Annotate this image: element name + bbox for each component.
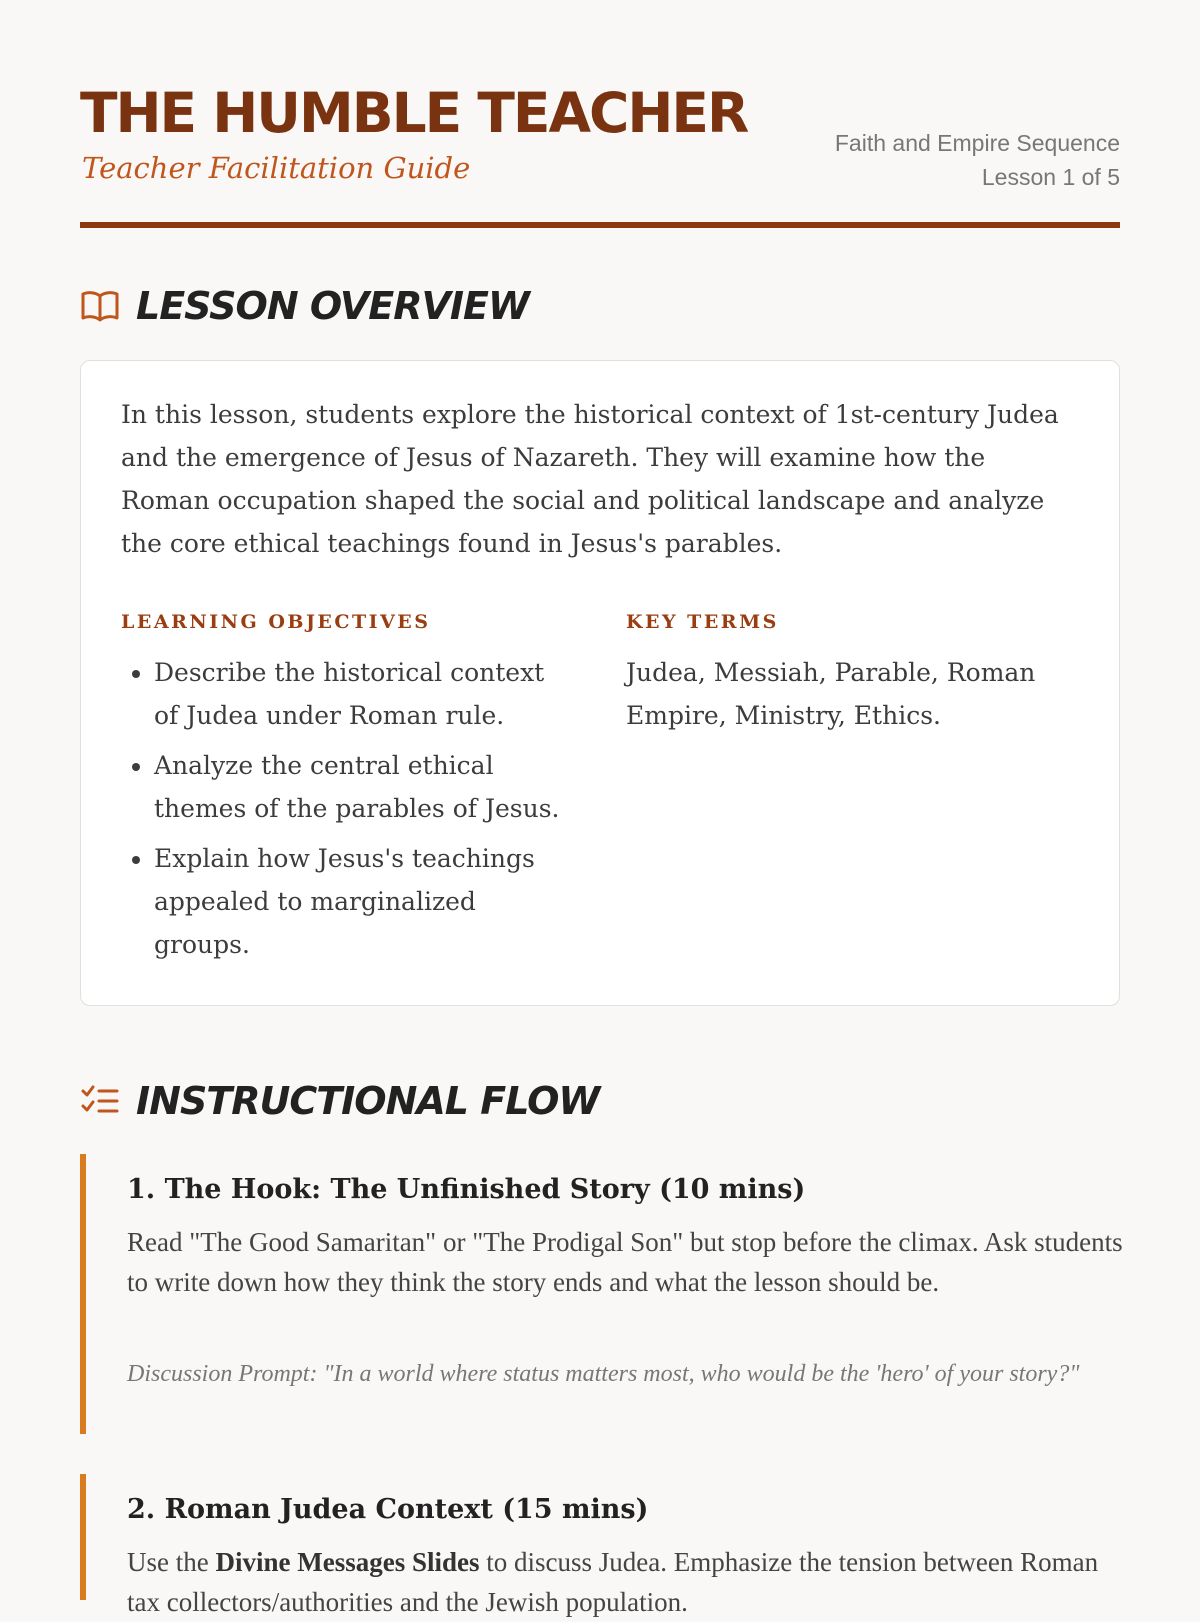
flow-step-1 (80, 1154, 1123, 1434)
objectives-label: LEARNING OBJECTIVES (121, 611, 431, 633)
step-body-suffix: to discuss Judea. Emphasize the tension between Roman tax collectors/authorities and the Jewish population. (127, 1547, 1099, 1617)
step-body-prefix: Use the (127, 1547, 216, 1577)
objective-item: • Explain how Jesus's teachings appealed to marginalized groups. (154, 837, 566, 966)
instructional-flow-title: INSTRUCTIONAL FLOW (136, 1079, 600, 1123)
key-terms-text: Judea, Messiah, Parable, Roman Empire, Ministry, Ethics. (626, 658, 1036, 730)
document-title: THE HUMBLE TEACHER (80, 81, 748, 145)
flow-step-2 (80, 1474, 1120, 1617)
step-body: Read "The Good Samaritan" or "The Prodigal Son" but stop before the climax. Ask students to write down how they think the story ends and what the lesson should be. (127, 1227, 1123, 1297)
step-body (127, 1542, 1127, 1622)
objectives-list (121, 651, 566, 973)
overview-intro: In this lesson, students explore the historical context of 1st-century Judea and the emergence of Jesus of Nazareth. They will examine how the Roman occupation shaped the social and political landscape and analyze the core ethical teachings found in Jesus's parables. (121, 400, 1059, 558)
lesson-number: Lesson 1 of 5 (981, 164, 1120, 190)
lesson-overview-title: LESSON OVERVIEW (136, 284, 529, 328)
overview-card (80, 360, 1120, 1006)
document-subtitle: Teacher Facilitation Guide (82, 151, 471, 185)
slides-reference: Divine Messages Slides (215, 1547, 480, 1577)
objective-item: • Describe the historical context of Judea under Roman rule. (154, 651, 566, 737)
sequence-name: Faith and Empire Sequence (834, 130, 1120, 156)
book-open-icon (80, 289, 120, 323)
step-title: 2. Roman Judea Context (15 mins) (127, 1494, 649, 1525)
step-title: 1. The Hook: The Unfinished Story (10 mins) (127, 1174, 806, 1205)
discussion-prompt: Discussion Prompt: "In a world where status matters most, who would be the 'hero' of your story?" (127, 1361, 1080, 1387)
objective-item: • Analyze the central ethical themes of the parables of Jesus. (154, 744, 566, 830)
document-header (80, 82, 1120, 228)
key-terms-label: KEY TERMS (626, 611, 779, 633)
lesson-meta (835, 126, 1120, 194)
checklist-icon (80, 1084, 120, 1118)
